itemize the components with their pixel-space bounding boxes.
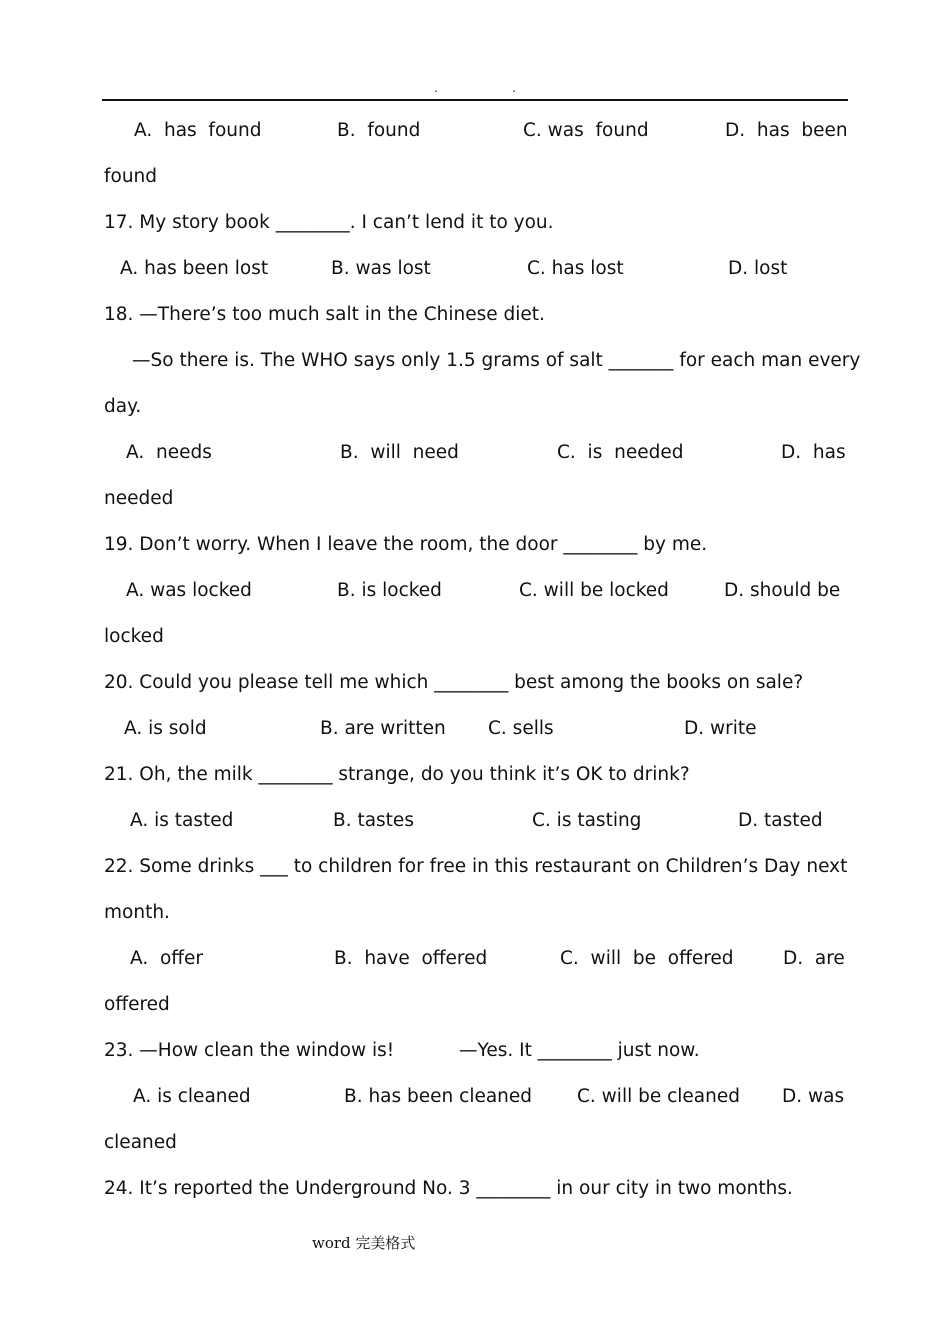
q19-stem: 19. Don’t worry. When I leave the room, the door ________ by me. [104,534,708,555]
q23-stem-reply: —Yes. It ________ just now. [459,1040,700,1061]
q18-option-a: A. needs [126,442,212,463]
q22-stem-wrap: month. [104,902,170,923]
q20-option-c: C. sells [488,718,554,739]
q19-option-a: A. was locked [126,580,252,601]
q20-option-d: D. write [684,718,757,739]
q21-option-d: D. tasted [738,810,823,831]
q24-stem: 24. It’s reported the Underground No. 3 ________ in our city in two months. [104,1178,793,1199]
q18-option-d: D. has [781,442,846,463]
header-dots [0,82,950,96]
q17-option-c: C. has lost [527,258,624,279]
q17-option-a: A. has been lost [120,258,269,279]
q22-option-a: A. offer [130,948,204,969]
header-rule [102,99,848,101]
q19-option-c: C. will be locked [519,580,669,601]
q22-option-d-wrap: offered [104,994,170,1015]
q20-option-b: B. are written [320,718,446,739]
q17-stem: 17. My story book ________. I can’t lend it to you. [104,212,554,233]
q18-stem: 18. —There’s too much salt in the Chinese diet. [104,304,545,325]
q18-option-b: B. will need [340,442,459,463]
q22-option-c: C. will be offered [560,948,734,969]
q18-stem-wrap: day. [104,396,142,417]
header-dot-left: . [434,81,438,95]
q23-option-d: D. was [782,1086,845,1107]
q16-option-d-wrap: found [104,166,158,187]
header-dot-right: . [512,81,516,95]
q21-stem: 21. Oh, the milk ________ strange, do you think it’s OK to drink? [104,764,690,785]
q21-option-b: B. tastes [333,810,414,831]
q22-option-d: D. are [783,948,845,969]
q21-option-c: C. is tasting [532,810,642,831]
q18-option-d-wrap: needed [104,488,174,509]
q23-option-d-wrap: cleaned [104,1132,177,1153]
q17-option-d: D. lost [728,258,788,279]
q16-option-a: A. has found [134,120,262,141]
q23-option-b: B. has been cleaned [344,1086,533,1107]
q16-option-b: B. found [337,120,421,141]
q21-option-a: A. is tasted [130,810,234,831]
q23-option-c: C. will be cleaned [577,1086,740,1107]
q18-option-c: C. is needed [557,442,684,463]
page-footer: word 完美格式 [312,1234,416,1252]
q20-option-a: A. is sold [124,718,207,739]
q19-option-d-wrap: locked [104,626,164,647]
q16-option-d: D. has been [725,120,848,141]
q19-option-d: D. should be [724,580,841,601]
q17-option-b: B. was lost [331,258,431,279]
q16-option-c: C. was found [523,120,649,141]
q23-stem: 23. —How clean the window is! [104,1040,395,1061]
q20-stem: 20. Could you please tell me which ________ best among the books on sale? [104,672,804,693]
q22-option-b: B. have offered [334,948,488,969]
q19-option-b: B. is locked [337,580,442,601]
q18-stem-reply: —So there is. The WHO says only 1.5 grams of salt _______ for each man every [132,350,861,371]
q23-option-a: A. is cleaned [133,1086,251,1107]
q22-stem: 22. Some drinks ___ to children for free in this restaurant on Children’s Day next [104,856,848,877]
